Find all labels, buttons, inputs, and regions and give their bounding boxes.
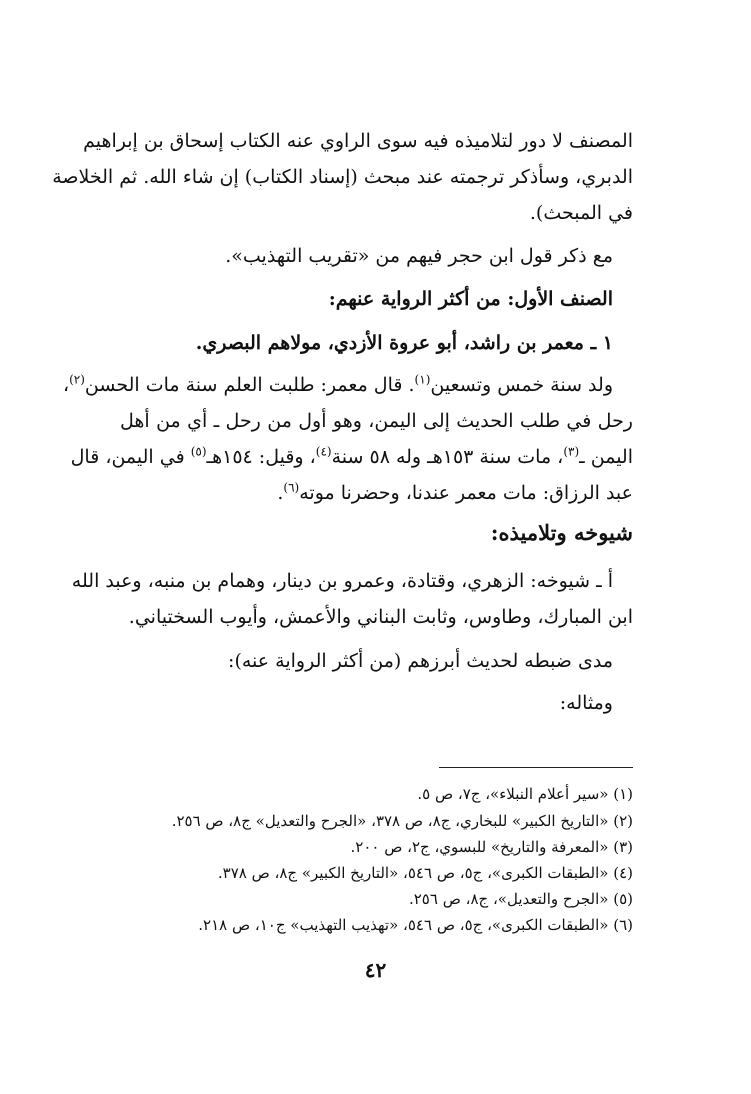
paragraph-7: مدى ضبطه لحديث أبرزهم (من أكثر الرواية عنه): [228,650,613,672]
narrator-entry-mamar: ١ ـ معمر بن راشد، أبو عروة الأزدي، مولاهم البصري. [195,332,613,354]
section-title-first-category: الصنف الأول: من أكثر الرواية عنهم: [328,288,613,310]
footnote-ref-5[interactable]: (٥) [190,444,207,459]
footnote-ref-1[interactable]: (١) [414,372,431,387]
paragraph-6-line-2: ابن المبارك، وطاوس، وثابت البناني والأعمش، وأيوب السختياني. [128,606,633,628]
paragraph-1-line-2: الدبري، وسأذكر ترجمته عند مبحث (إسناد الكتاب) إن شاء الله. ثم الخلاصة [52,166,633,188]
paragraph-5-line-1: ولد سنة خمس وتسعين$^{(١)}$. قال معمر: طلبت العلم سنة مات الحسن$^{(٢)}$، [62,372,613,396]
paragraph-1-line-3: في المبحث). [529,202,633,224]
paragraph-6-line-1: أ ـ شيوخه: الزهري، وقتادة، وعمرو بن دينار، وهمام بن منبه، وعبد الله [71,570,613,592]
footnote-5: (٥) «الجرح والتعديل»، ج٨، ص ٢٥٦. [408,890,633,908]
footnote-3: (٣) «المعرفة والتاريخ» للبسوي، ج٢، ص ٢٠٠. [350,838,633,856]
paragraph-5-line-4: عبد الرزاق: مات معمر عندنا، وحضرنا موته$^{(٦)}$. [277,480,633,504]
footnote-1: (١) «سير أعلام النبلاء»، ج٧، ص ٥. [417,785,633,803]
footnote-separator [439,767,633,768]
paragraph-1-line-1: المصنف لا دور لتلاميذه فيه سوى الراوي عنه الكتاب إسحاق بن إبراهيم [83,130,633,152]
footnote-ref-2[interactable]: (٢) [69,372,85,387]
footnote-4: (٤) «الطبقات الكبرى»، ج٥، ص ٥٤٦، «التاريخ الكبير» ج٨، ص ٣٧٨. [217,864,633,882]
paragraph-2: مع ذكر قول ابن حجر فيهم من «تقريب التهذيب». [225,245,613,267]
section-heading-teachers-students: شيوخه وتلاميذه: [490,520,633,545]
footnote-ref-4[interactable]: (٤) [315,444,332,459]
footnote-ref-6[interactable]: (٦) [283,480,300,495]
footnote-6: (٦) «الطبقات الكبرى»، ج٥، ص ٥٤٦، «تهذيب التهذيب» ج١٠، ص ٢١٨. [198,916,633,934]
page-number: ٤٢ [364,958,387,982]
footnote-2: (٢) «التاريخ الكبير» للبخاري، ج٨، ص ٣٧٨، «الجرح والتعديل» ج٨، ص ٢٥٦. [171,812,633,830]
paragraph-8: ومثاله: [559,692,613,714]
paragraph-5-line-2: رحل في طلب الحديث إلى اليمن، وهو أول من رحل ـ أي من أهل [120,410,633,432]
footnote-ref-3[interactable]: (٣) [563,444,580,459]
paragraph-5-line-3: اليمن ـ$^{(٣)}$، مات سنة ١٥٣هـ وله ٥٨ سنة$^{(٤)}$، وقيل: ١٥٤هـ$^{(٥)}$ في اليمن، قال [70,444,633,468]
